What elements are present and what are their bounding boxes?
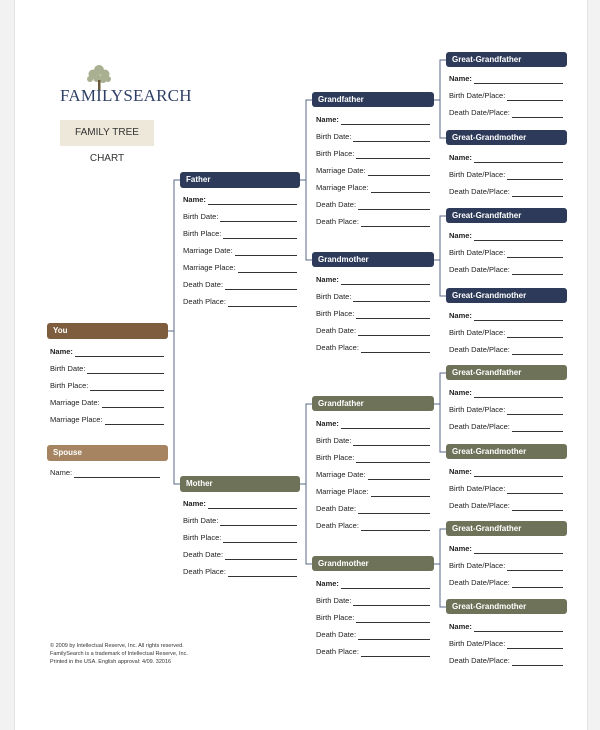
footer-line: Printed in the USA. English approval: 4/09. 32016 xyxy=(50,659,172,665)
field-input-line[interactable] xyxy=(507,414,563,415)
field-input-line[interactable] xyxy=(225,559,297,560)
field-input-line[interactable] xyxy=(356,318,430,319)
field-label: Name: xyxy=(316,419,339,428)
field-input-line[interactable] xyxy=(235,255,297,256)
field-input-line[interactable] xyxy=(507,257,563,258)
field-label: Name: xyxy=(449,388,472,397)
field-label: Death Date/Place: xyxy=(449,265,510,274)
field-label: Death Date: xyxy=(316,200,357,209)
field-label: Birth Date: xyxy=(316,436,352,445)
field-input-line[interactable] xyxy=(228,306,297,307)
field-input-line[interactable] xyxy=(223,238,297,239)
field-label: Name: xyxy=(449,153,472,162)
field-input-line[interactable] xyxy=(208,204,297,205)
field-input-line[interactable] xyxy=(512,665,563,666)
field-label: Birth Date/Place: xyxy=(449,639,506,648)
great-grandfather-4-header: Great-Grandfather xyxy=(446,521,567,536)
field-label: Birth Date: xyxy=(316,292,352,301)
field-label: Death Date/Place: xyxy=(449,501,510,510)
field-input-line[interactable] xyxy=(371,192,430,193)
field-label: Marriage Place: xyxy=(316,487,369,496)
field-input-line[interactable] xyxy=(356,622,430,623)
field-label: Name: xyxy=(316,115,339,124)
field-label: Birth Date/Place: xyxy=(449,170,506,179)
field-label: Death Place: xyxy=(316,217,359,226)
field-input-line[interactable] xyxy=(371,496,430,497)
field-input-line[interactable] xyxy=(512,587,563,588)
field-label: Birth Date: xyxy=(316,596,352,605)
field-input-line[interactable] xyxy=(361,530,430,531)
field-input-line[interactable] xyxy=(102,407,164,408)
field-input-line[interactable] xyxy=(507,100,563,101)
field-input-line[interactable] xyxy=(512,431,563,432)
field-label: Marriage Date: xyxy=(316,470,366,479)
field-input-line[interactable] xyxy=(507,570,563,571)
field-label: Death Date/Place: xyxy=(449,345,510,354)
father-header: Father xyxy=(180,172,300,188)
field-input-line[interactable] xyxy=(507,648,563,649)
grandmother-maternal-header: Grandmother xyxy=(312,556,434,571)
field-label: Death Place: xyxy=(316,521,359,530)
field-input-line[interactable] xyxy=(75,356,164,357)
field-label: Marriage Date: xyxy=(50,398,100,407)
field-input-line[interactable] xyxy=(474,631,563,632)
field-label: Birth Date/Place: xyxy=(449,248,506,257)
field-input-line[interactable] xyxy=(358,639,430,640)
field-input-line[interactable] xyxy=(512,510,563,511)
great-grandfather-3-header: Great-Grandfather xyxy=(446,365,567,380)
field-input-line[interactable] xyxy=(341,588,430,589)
great-grandmother-4-header: Great-Grandmother xyxy=(446,599,567,614)
footer-line: FamilySearch is a trademark of Intellectual Reserve, Inc. xyxy=(50,651,188,657)
field-input-line[interactable] xyxy=(341,124,430,125)
field-label: Marriage Place: xyxy=(183,263,236,272)
field-label: Name: xyxy=(50,468,73,477)
mother-header: Mother xyxy=(180,476,300,492)
field-input-line[interactable] xyxy=(238,272,297,273)
field-input-line[interactable] xyxy=(361,656,430,657)
brand-name: FAMILYSEARCH xyxy=(60,86,192,105)
field-label: Birth Place: xyxy=(183,533,222,542)
field-input-line[interactable] xyxy=(512,274,563,275)
footer-line: © 2009 by Intellectual Reserve, Inc. All rights reserved. xyxy=(50,643,184,649)
field-input-line[interactable] xyxy=(474,83,563,84)
field-label: Death Place: xyxy=(183,567,226,576)
field-label: Birth Date/Place: xyxy=(449,91,506,100)
field-label: Name: xyxy=(449,544,472,553)
field-label: Birth Date: xyxy=(316,132,352,141)
field-label: Birth Place: xyxy=(316,453,355,462)
field-input-line[interactable] xyxy=(512,117,563,118)
field-label: Death Place: xyxy=(183,297,226,306)
field-label: Death Date: xyxy=(316,504,357,513)
field-label: Death Date: xyxy=(316,630,357,639)
field-label: Name: xyxy=(316,275,339,284)
field-label: Death Date: xyxy=(183,280,224,289)
field-label: Name: xyxy=(449,467,472,476)
great-grandfather-2-header: Great-Grandfather xyxy=(446,208,567,223)
field-input-line[interactable] xyxy=(512,196,563,197)
field-input-line[interactable] xyxy=(105,424,164,425)
field-input-line[interactable] xyxy=(361,352,430,353)
field-label: Birth Place: xyxy=(316,149,355,158)
field-input-line[interactable] xyxy=(225,289,297,290)
field-label: Marriage Place: xyxy=(316,183,369,192)
field-input-line[interactable] xyxy=(358,335,430,336)
field-input-line[interactable] xyxy=(474,553,563,554)
field-label: Marriage Date: xyxy=(183,246,233,255)
field-input-line[interactable] xyxy=(358,209,430,210)
field-label: Name: xyxy=(449,74,472,83)
field-label: Birth Place: xyxy=(316,613,355,622)
grandmother-paternal-header: Grandmother xyxy=(312,252,434,267)
field-label: Birth Date/Place: xyxy=(449,484,506,493)
field-input-line[interactable] xyxy=(474,320,563,321)
field-label: Birth Date/Place: xyxy=(449,328,506,337)
field-input-line[interactable] xyxy=(220,525,297,526)
field-input-line[interactable] xyxy=(87,373,164,374)
field-label: Name: xyxy=(183,499,206,508)
field-label: Death Date: xyxy=(183,550,224,559)
field-input-line[interactable] xyxy=(356,462,430,463)
field-label: Birth Date: xyxy=(183,212,219,221)
field-input-line[interactable] xyxy=(368,479,430,480)
field-label: Death Date/Place: xyxy=(449,578,510,587)
field-input-line[interactable] xyxy=(368,175,430,176)
chart-title: FAMILY TREE CHART xyxy=(60,120,154,146)
field-label: Marriage Date: xyxy=(316,166,366,175)
field-input-line[interactable] xyxy=(341,284,430,285)
great-grandmother-1-header: Great-Grandmother xyxy=(446,130,567,145)
great-grandmother-3-header: Great-Grandmother xyxy=(446,444,567,459)
field-input-line[interactable] xyxy=(474,397,563,398)
field-input-line[interactable] xyxy=(353,445,430,446)
field-input-line[interactable] xyxy=(474,162,563,163)
field-input-line[interactable] xyxy=(353,301,430,302)
field-label: Name: xyxy=(449,311,472,320)
field-input-line[interactable] xyxy=(74,477,160,478)
field-label: Birth Date: xyxy=(50,364,86,373)
field-input-line[interactable] xyxy=(507,179,563,180)
field-input-line[interactable] xyxy=(358,513,430,514)
grandfather-maternal-header: Grandfather xyxy=(312,396,434,411)
field-input-line[interactable] xyxy=(361,226,430,227)
field-label: Death Place: xyxy=(316,647,359,656)
you-header: You xyxy=(47,323,168,339)
field-input-line[interactable] xyxy=(228,576,297,577)
field-input-line[interactable] xyxy=(220,221,297,222)
field-label: Death Place: xyxy=(316,343,359,352)
field-input-line[interactable] xyxy=(353,141,430,142)
field-label: Death Date/Place: xyxy=(449,422,510,431)
field-label: Birth Date/Place: xyxy=(449,405,506,414)
great-grandfather-1-header: Great-Grandfather xyxy=(446,52,567,67)
field-label: Name: xyxy=(316,579,339,588)
great-grandmother-2-header: Great-Grandmother xyxy=(446,288,567,303)
field-label: Name: xyxy=(449,622,472,631)
field-input-line[interactable] xyxy=(512,354,563,355)
field-label: Birth Place: xyxy=(316,309,355,318)
field-input-line[interactable] xyxy=(208,508,297,509)
field-label: Death Date/Place: xyxy=(449,108,510,117)
field-label: Birth Place: xyxy=(183,229,222,238)
spouse-header: Spouse xyxy=(47,445,168,461)
field-label: Name: xyxy=(50,347,73,356)
field-label: Name: xyxy=(449,231,472,240)
field-input-line[interactable] xyxy=(507,493,563,494)
field-label: Marriage Place: xyxy=(50,415,103,424)
field-input-line[interactable] xyxy=(353,605,430,606)
field-label: Death Date/Place: xyxy=(449,656,510,665)
field-input-line[interactable] xyxy=(90,390,164,391)
field-label: Name: xyxy=(183,195,206,204)
field-input-line[interactable] xyxy=(474,240,563,241)
field-label: Birth Date: xyxy=(183,516,219,525)
field-input-line[interactable] xyxy=(223,542,297,543)
grandfather-paternal-header: Grandfather xyxy=(312,92,434,107)
field-input-line[interactable] xyxy=(474,476,563,477)
copyright-footer xyxy=(50,642,188,666)
field-input-line[interactable] xyxy=(507,337,563,338)
field-input-line[interactable] xyxy=(341,428,430,429)
field-input-line[interactable] xyxy=(356,158,430,159)
field-label: Birth Place: xyxy=(50,381,89,390)
field-label: Death Date/Place: xyxy=(449,187,510,196)
field-label: Death Date: xyxy=(316,326,357,335)
field-label: Birth Date/Place: xyxy=(449,561,506,570)
